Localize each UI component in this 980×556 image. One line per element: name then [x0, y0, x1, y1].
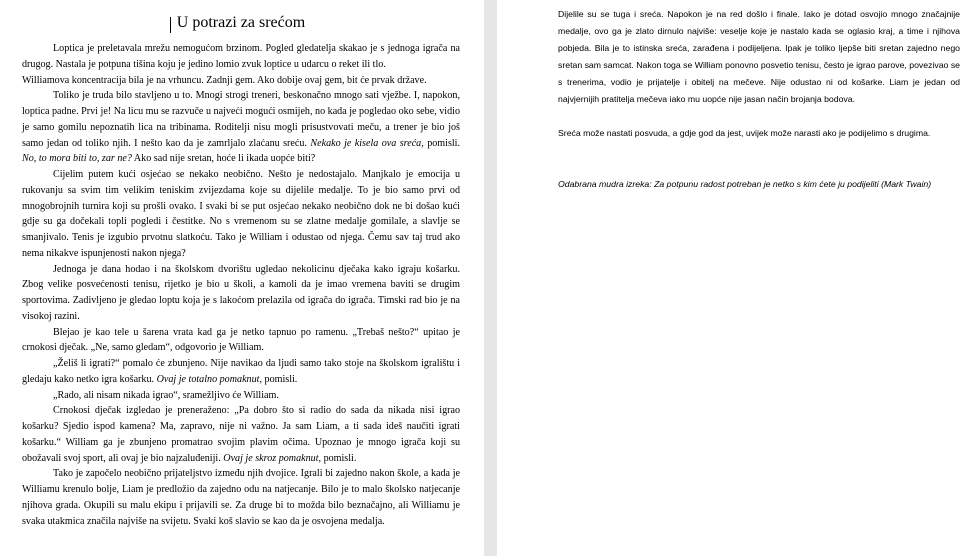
- quote-paragraph[interactable]: Odabrana mudra izreka: Za potpunu radost potreban je netko s kim ćete ju podijeliti (Mark Twain): [558, 179, 932, 189]
- right-paragraph-2[interactable]: Sreća može nastati posvuda, a gdje god da jest, uvijek može narasti ako je podijelimo s drugima.: [558, 128, 931, 138]
- paragraph-10[interactable]: Tako je započelo neobično prijateljstvo između njih dvojice. Igrali bi zajedno nakon škole, a kada je Williamu krenulo bolje, Liam je predložio da zajedno odu na natjecanje. Bilo je to malo školsko natjecanje njihova grada. Okupili su malu ekipu i prijavili se. Za druge bi to možda bilo beznačajno, ali Williamu je svaka utakmica značila najviše na svijetu. Svaki koš slavio se kao da je osvojena medalja.: [22, 468, 460, 527]
- paragraph-1[interactable]: Loptica je preletavala mrežu nemogućom brzinom. Pogled gledatelja skakao je s jednoga igrača na drugog. Nastala je potpuna tišina koju je jedino lomio zvuk loptice u udarcu o reket ili tlo.: [22, 43, 460, 70]
- text-cursor: [170, 17, 171, 33]
- paragraph-6[interactable]: Blejao je kao tele u šarena vrata kad ga je netko tapnuo po ramenu. „Trebaš nešto?“ upitao je crnokosi dječak. „Ne, samo gledam“, odgovorio je William.: [22, 326, 460, 354]
- paragraph-8[interactable]: „Rado, ali nisam nikada igrao“, sramežljivo će William.: [53, 389, 279, 401]
- document-title[interactable]: U potrazi za srećom: [176, 14, 306, 31]
- paragraph-3[interactable]: Toliko je truda bilo stavljeno u to. Mnogi strogi treneri, beskonačno mnogo sati vježbe. I, napokon, loptica padne. Prvi je! Na licu mu se razvuče u najveći mogući osmijeh, no kada je pogledao oko sebe, vidio je samo gomilu nepoznatih lica na tribinama. Roditelji nisu mogli prisustvovati meču, a trener je bio još samo jedan od toliko njih. I nešto kao da je zamrljalo zlaćanu sreću. Nekako je kisela ova sreća, pomisli. No, to mora biti to, zar ne? Ako sad nije sretan, hoće li ikada uopće biti?: [22, 90, 461, 165]
- right-paragraph-1[interactable]: Dijelile su se tuga i sreća. Napokon je na red došlo i finale. Iako je dotad osvojio mnogo značajnije medalje, ovo ga je zlato dirnulo najviše: veselje koje je nastalo kada se oglasio kraj, a time i njihova pobjeda. Bila je to istinska sreća, zarađena i podijeljena. Ipak je toliko ljepše biti sretan zajedno nego sretan sam samcat. Nakon toga se William ponovno posvetio tenisu, često je igrao parove, povezivao se s trenerima, vodio je prijatelje i obitelj na mečeve. Nije odustao ni od košarke. Liam je jedan od najvjernijih pratitelja mečeva iako mu uopće nije jasan način brojanja bodova.: [558, 9, 960, 104]
- paragraph-9[interactable]: Crnokosi dječak izgledao je preneraženo: „Pa dobro što si radio do sada da nikada nisi igrao košarku? Sjedio ispod kamena? Ma, zapravo, nije ni važno. Ja sam Liam, a ti sada ideš naučiti igrati košarku.“ William ga je zbunjeno promatrao svojim plavim očima. Upoznao je mnogo igrača koji su obožavali svoj sport, ali ovaj je bio najzaluđeniji. Ovaj je skroz pomaknut, pomisli.: [22, 405, 460, 464]
- document-page-left[interactable]: [0, 0, 484, 556]
- paragraph-5[interactable]: Jednoga je dana hodao i na školskom dvorištu ugledao nekolicinu dječaka kako igraju košarku. Zbog velike posvećenosti tenisu, rijetko je bio u školi, a kamoli da je imao vremena baviti se drugim sportovima. Zadivljeno je gledao loptu koja je s lakoćom prelazila od igrača do igrača. Timski rad bio je na visokoj razini.: [22, 263, 460, 322]
- paragraph-4[interactable]: Cijelim putem kući osjećao se nekako neobično. Nešto je nedostajalo. Manjkalo je emocija u rukovanju sa svim tim velikim teniskim zvijezdama koje su dijelile medalje. To je bio samo prvi od mnogobrojnih turnira koji su prošli ovako. I svaki bi se put osjećao nekako neobično dok ne bi došao kući gdje su ga dočekali topli pogledi i čestitke. No s vremenom su se zlatne medalje gomilale, a slavlje se smanjivalo. Tenis je izgubio prvotnu slatkoću. Tako je William i odustao od njega. Čemu sav taj trud ako nema nikakve ispunjenosti nakon njega?: [22, 169, 460, 259]
- paragraph-2[interactable]: Williamova koncentracija bila je na vrhuncu. Zadnji gem. Ako dobije ovaj gem, bit će prvak države.: [22, 74, 427, 86]
- paragraph-7[interactable]: „Želiš li igrati?“ pomalo će zbunjeno. Nije navikao da ljudi samo tako stoje na školskom igralištu i gledaju kako netko igra košarku. Ovaj je totalno pomaknut, pomisli.: [22, 358, 460, 385]
- page-gap: [484, 0, 497, 556]
- document-page-right[interactable]: [497, 0, 980, 556]
